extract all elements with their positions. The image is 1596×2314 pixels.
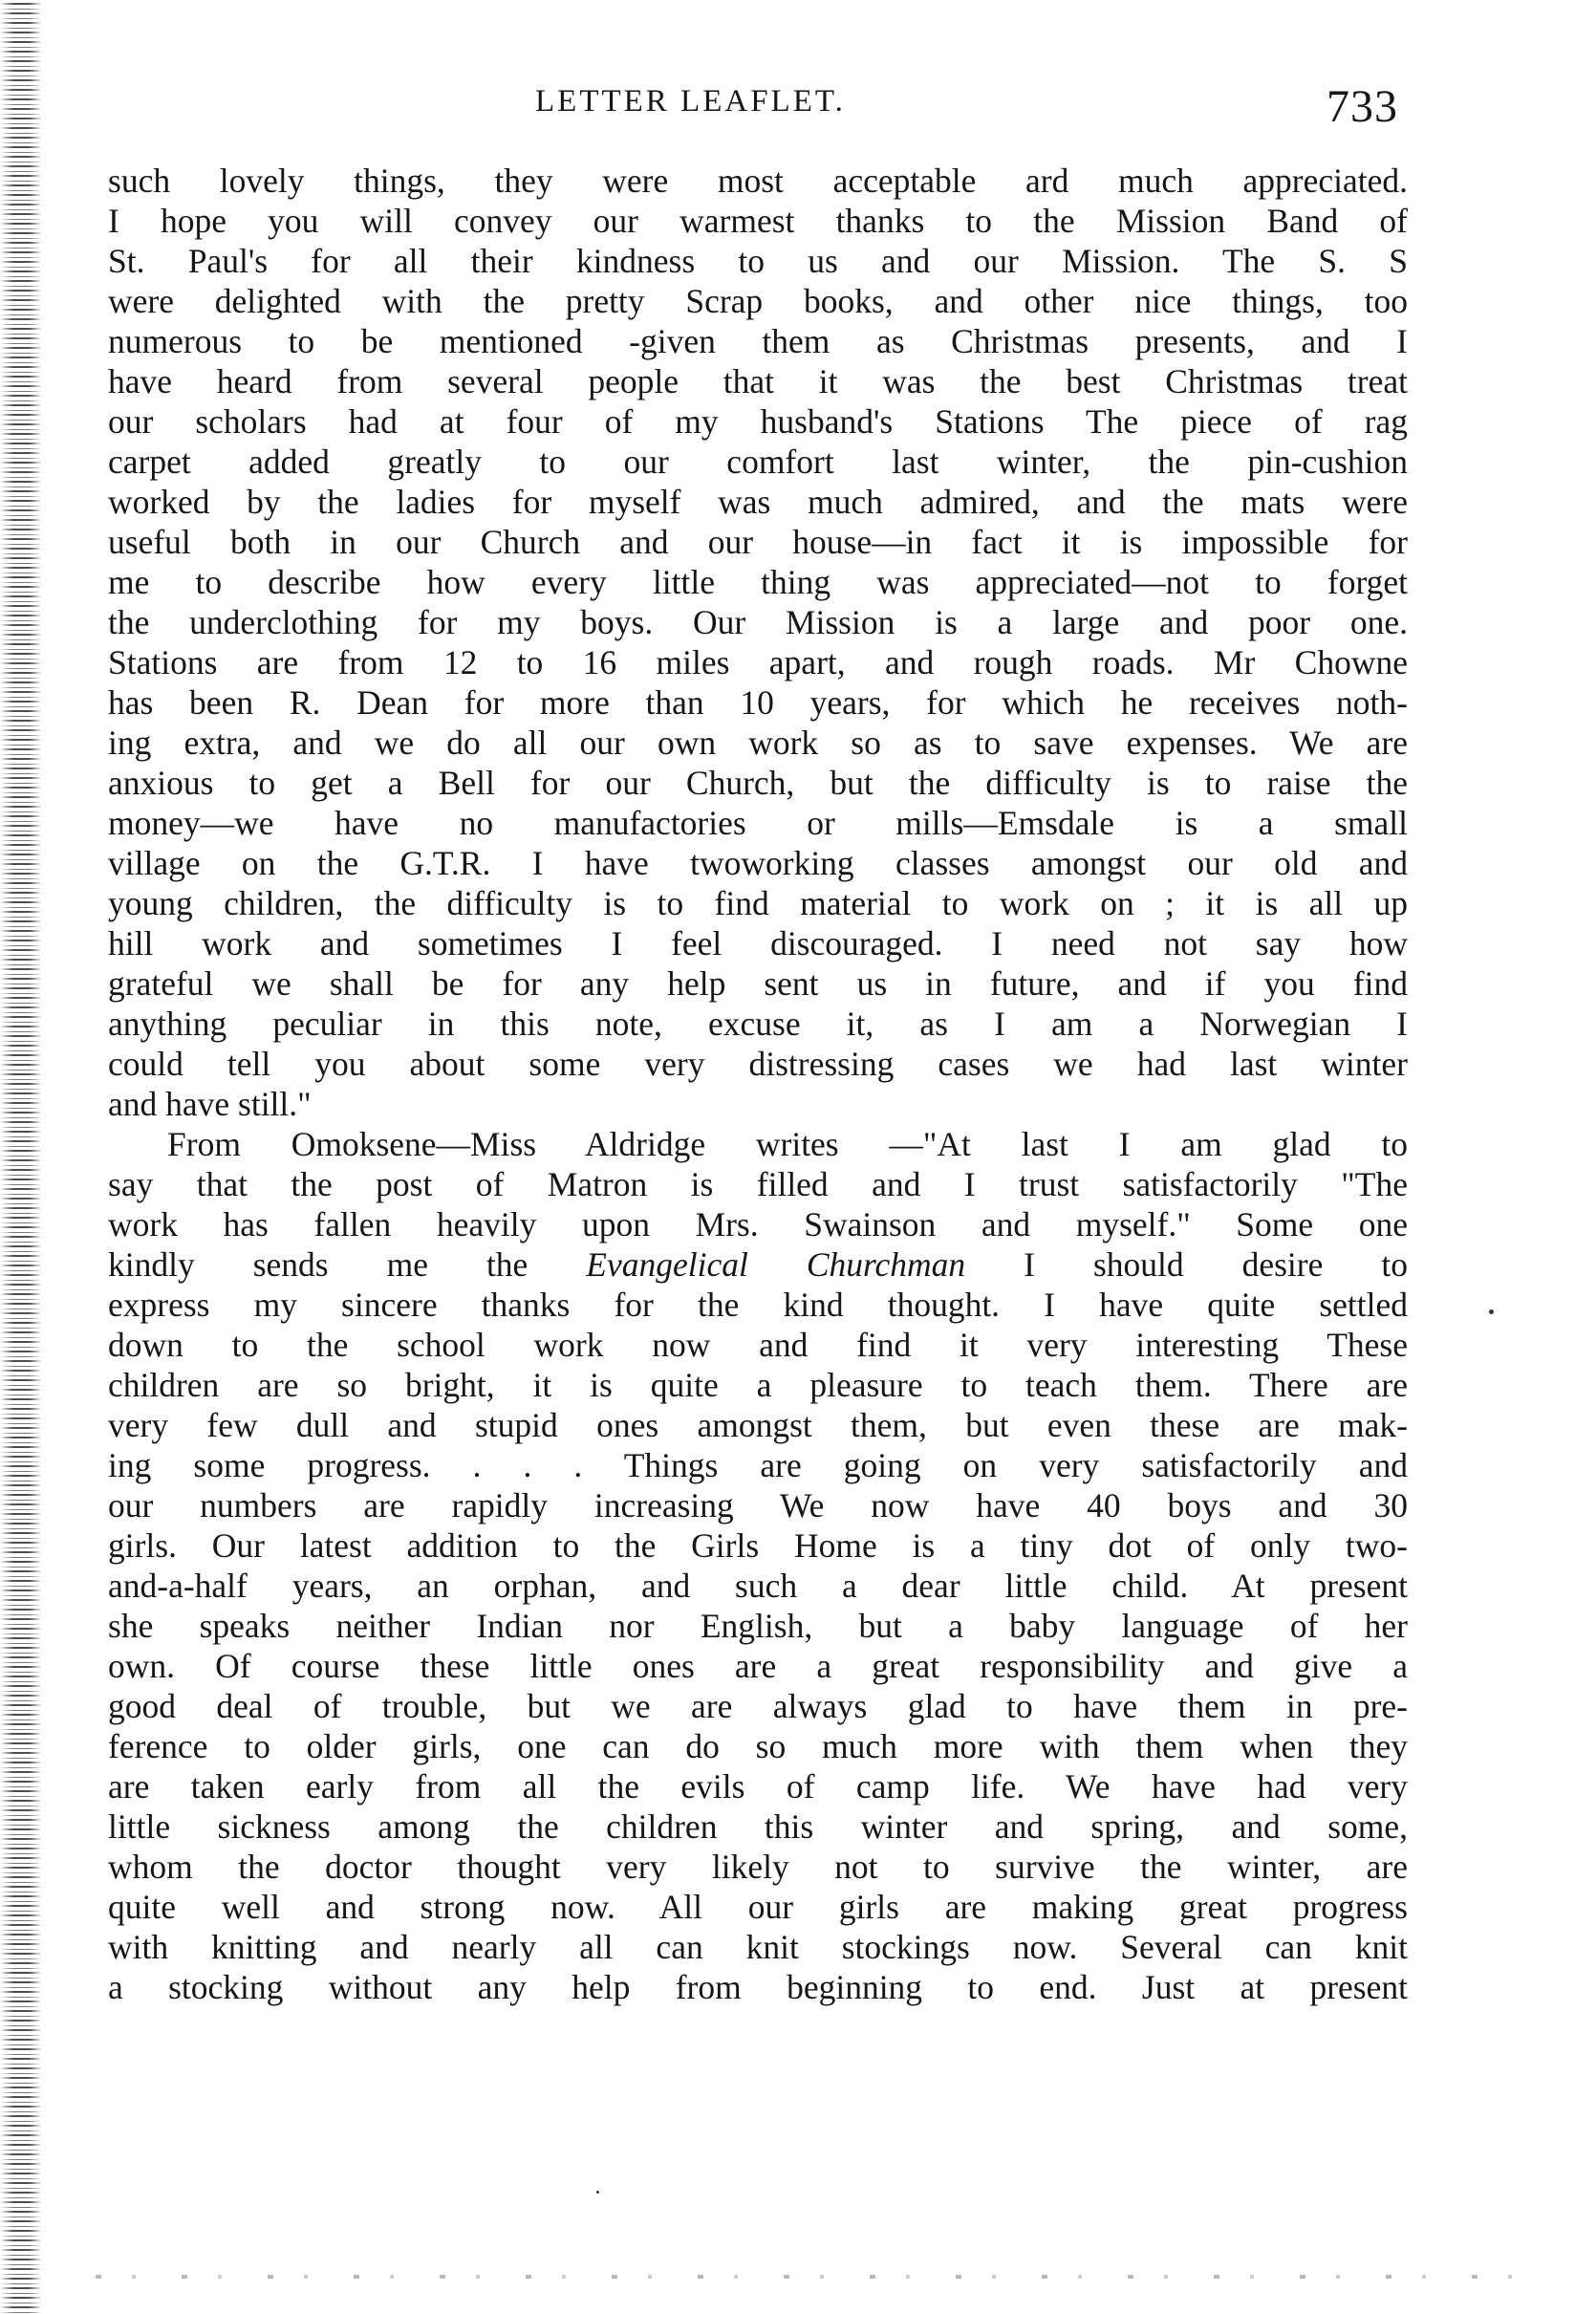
text-line: useful both in our Church and our house—in fact it is impossible for — [108, 523, 1408, 561]
text-line: girls. Our latest addition to the Girls Home is a tiny dot of only two- — [108, 1526, 1408, 1565]
text-line: worked by the ladies for myself was much admired, and the mats were — [108, 483, 1408, 521]
text-line: numerous to be mentioned -given them as Christmas presents, and I — [108, 322, 1408, 360]
text-line: anything peculiar in this note, excuse it, as I am a Norwegian I — [108, 1005, 1408, 1043]
text-line: our numbers are rapidly increasing We now have 40 boys and 30 — [108, 1486, 1408, 1525]
text-line: such lovely things, they were most acceptable ard much appreciated. — [108, 162, 1408, 200]
page-binding-edge — [0, 0, 46, 2314]
text-line: were delighted with the pretty Scrap books, and other nice things, too — [108, 282, 1408, 320]
text-line: hill work and sometimes I feel discouraged. I need not say how — [108, 924, 1408, 962]
text-line: village on the G.T.R. I have twoworking classes amongst our old and — [108, 844, 1408, 882]
text-line: work has fallen heavily upon Mrs. Swainson and myself." Some one — [108, 1205, 1408, 1244]
text-line: own. Of course these little ones are a great responsibility and give a — [108, 1647, 1408, 1685]
text-line-with-italic-title — [108, 1244, 1408, 1285]
text-line: I hope you will convey our warmest thanks to the Mission Band of — [108, 202, 1408, 240]
text-line: little sickness among the children this winter and spring, and some, — [108, 1807, 1408, 1846]
paragraph-end-line: and have still." — [108, 1085, 312, 1123]
paragraph-start-line: From Omoksene—Miss Aldridge writes —"At last I am glad to — [167, 1125, 1408, 1163]
text-line: me to describe how every little thing was appreciated—not to forget — [108, 563, 1408, 601]
text-line: with knitting and nearly all can knit stockings now. Several can knit — [108, 1928, 1408, 1966]
text-line: has been R. Dean for more than 10 years, for which he receives noth- — [108, 683, 1408, 722]
text-line: anxious to get a Bell for our Church, but the difficulty is to raise the — [108, 764, 1408, 802]
text-line: say that the post of Matron is filled and I trust satisfactorily "The — [108, 1165, 1408, 1203]
text-line: the underclothing for my boys. Our Mission is a large and poor one. — [108, 603, 1408, 641]
text-line: St. Paul's for all their kindness to us and our Mission. The S. S — [108, 242, 1408, 280]
text-line: are taken early from all the evils of camp life. We have had very — [108, 1767, 1408, 1806]
letter-text-block — [108, 161, 1408, 2007]
text-line: whom the doctor thought very likely not to survive the winter, are — [108, 1848, 1408, 1886]
text-line: young children, the difficulty is to find material to work on ; it is all up — [108, 884, 1408, 922]
text-line: express my sincere thanks for the kind thought. I have quite settled — [108, 1286, 1408, 1324]
text-fragment: I should desire to — [965, 1245, 1408, 1284]
text-line: she speaks neither Indian nor English, but a baby language of her — [108, 1607, 1408, 1645]
scan-speck — [1489, 1309, 1494, 1314]
scan-noise-strip — [96, 2275, 1548, 2279]
scan-speck — [596, 2191, 599, 2194]
text-line: grateful we shall be for any help sent us in future, and if you find — [108, 964, 1408, 1003]
text-line: carpet added greatly to our comfort last winter, the pin-cushion — [108, 443, 1408, 481]
periodical-title: Evangelical Churchman — [586, 1245, 966, 1284]
page-number: 733 — [1326, 81, 1398, 132]
text-line: our scholars had at four of my husband's Stations The piece of rag — [108, 402, 1408, 441]
text-line: quite well and strong now. All our girls are making great progress — [108, 1888, 1408, 1926]
running-head: LETTER LEAFLET. — [535, 84, 846, 119]
text-line: very few dull and stupid ones amongst them, but even these are mak- — [108, 1406, 1408, 1444]
text-line: Stations are from 12 to 16 miles apart, and rough roads. Mr Chowne — [108, 643, 1408, 681]
text-line: money—we have no manufactories or mills—Emsdale is a small — [108, 804, 1408, 842]
text-line: a stocking without any help from beginning to end. Just at present — [108, 1968, 1408, 2006]
text-line: children are so bright, it is quite a pleasure to teach them. There are — [108, 1366, 1408, 1404]
text-line: down to the school work now and find it very interesting These — [108, 1326, 1408, 1364]
text-line: have heard from several people that it was the best Christmas treat — [108, 362, 1408, 400]
text-line: ference to older girls, one can do so much more with them when they — [108, 1727, 1408, 1765]
text-line: good deal of trouble, but we are always glad to have them in pre- — [108, 1687, 1408, 1725]
text-line: ing some progress. . . . Things are going on very satisfactorily and — [108, 1446, 1408, 1484]
text-line: could tell you about some very distressing cases we had last winter — [108, 1045, 1408, 1083]
text-fragment: kindly sends me the — [108, 1245, 587, 1284]
text-line: and-a-half years, an orphan, and such a dear little child. At present — [108, 1567, 1408, 1605]
text-line: ing extra, and we do all our own work so as to save expenses. We are — [108, 724, 1408, 762]
